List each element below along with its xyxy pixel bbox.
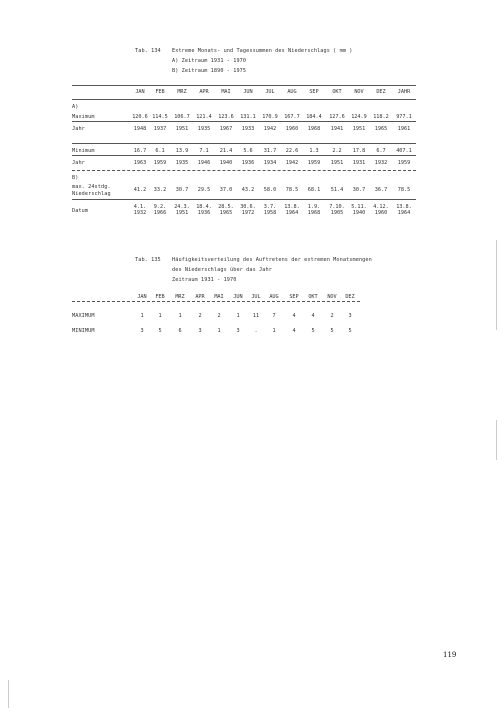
date-year-cell: 1905 [330,210,344,216]
table-cell: 3 [236,328,240,334]
table-cell: 407.1 [396,148,412,154]
table-cell: 33.2 [153,187,167,193]
table-cell: 1948 [133,126,147,132]
table-cell: . [254,328,258,334]
table-cell: 1961 [397,126,411,132]
table-cell: 6.1 [155,148,165,154]
table-cell: 1951 [175,126,189,132]
table-cell: 58.0 [263,187,277,193]
table-135-title-3: Zeitraum 1931 - 1970 [172,277,237,283]
table-cell: 5 [348,328,352,334]
date-day-cell: 4.12. [373,204,389,210]
column-header: JUN [233,294,243,300]
table-cell: 4 [292,313,296,319]
row-label: MAXIMUM [72,313,95,319]
column-header: AUG [287,89,297,95]
table-cell: 2 [217,313,221,319]
table-cell: 167.7 [284,114,300,120]
date-year-cell: 1964 [285,210,299,216]
table-cell: 3 [198,328,202,334]
date-year-cell: 1936 [197,210,211,216]
table-cell: 1965 [374,126,388,132]
table-cell: 1951 [330,160,344,166]
table-134-title: Extreme Monats- und Tagessummen des Niederschlags ( mm ) [172,48,353,54]
date-day-cell: 1.9. [307,204,321,210]
table-cell: 977.1 [396,114,412,120]
table-cell: 118.2 [373,114,389,120]
table-cell: 31.7 [263,148,277,154]
row-label: Jahr [72,160,85,166]
table-cell: 43.2 [241,187,255,193]
date-day-cell: 3.7. [263,204,277,210]
date-year-cell: 1951 [175,210,189,216]
table-cell: 106.7 [174,114,190,120]
date-day-cell: 30.6. [240,204,256,210]
table-134-header-rule [72,99,416,100]
table-134-row-rule [72,155,416,156]
table-134-rule [72,199,416,200]
table-cell: 1934 [263,160,277,166]
table-cell: 7 [272,313,276,319]
date-day-cell: 7.10. [329,204,345,210]
column-header: APR [195,294,205,300]
table-cell: 13.9 [175,148,189,154]
table-cell: 1 [140,313,144,319]
table-cell: 1959 [307,160,321,166]
table-cell: 1941 [330,126,344,132]
table-cell: 41.2 [133,187,147,193]
column-header: JUL [251,294,261,300]
table-cell: 1.3 [309,148,319,154]
table-cell: 30.7 [175,187,189,193]
column-header: SEP [289,294,299,300]
table-134-period-a: A) Zeitraum 1931 - 1970 [172,58,247,64]
table-cell: 131.1 [240,114,256,120]
table-135-caption: Tab. 135 [135,257,161,263]
table-135-header-rule [72,301,360,302]
table-cell: 121.4 [196,114,212,120]
table-cell: 3 [140,328,144,334]
table-134-period-b: B) Zeitraum 1890 - 1975 [172,68,247,74]
table-cell: 22.6 [285,148,299,154]
column-header: JUN [243,89,253,95]
table-cell: 1942 [285,160,299,166]
table-cell: 1936 [241,160,255,166]
table-cell: 2.2 [332,148,342,154]
date-year-cell: 1940 [352,210,366,216]
date-day-cell: 9.2. [153,204,167,210]
table-cell: 1937 [153,126,167,132]
table-cell: 170.9 [262,114,278,120]
table-cell: 1932 [374,160,388,166]
column-header: MAI [221,89,231,95]
column-header: OKT [308,294,318,300]
table-cell: 1 [178,313,182,319]
table-cell: 29.5 [197,187,211,193]
date-year-cell: 1968 [307,210,321,216]
column-header: APR [199,89,209,95]
column-header: MAI [214,294,224,300]
table-cell: 3 [348,313,352,319]
row-label: MINIMUM [72,328,95,334]
table-cell: 1933 [241,126,255,132]
column-header: MRZ [175,294,185,300]
row-label-datum: Datum [72,208,89,214]
date-year-cell: 1972 [241,210,255,216]
date-day-cell: 28.5. [218,204,234,210]
table-cell: 127.6 [329,114,345,120]
table-cell: 78.5 [285,187,299,193]
table-cell: 184.4 [306,114,322,120]
column-header: NOV [354,89,364,95]
date-year-cell: 1966 [153,210,167,216]
row-label: Jahr [72,126,85,132]
table-cell: 78.5 [397,187,411,193]
table-134-row-rule [72,121,416,122]
table-cell: 11 [252,313,260,319]
table-cell: 68.1 [307,187,321,193]
table-cell: 1931 [352,160,366,166]
column-header: JAN [137,294,147,300]
table-cell: 5 [330,328,334,334]
column-header: NOV [327,294,337,300]
date-day-cell: 13.8. [396,204,412,210]
table-134-row-rule [72,143,416,144]
date-day-cell: 13.8. [284,204,300,210]
table-cell: 6 [178,328,182,334]
table-cell: 37.0 [219,187,233,193]
table-cell: 1946 [197,160,211,166]
table-cell: 1959 [153,160,167,166]
table-cell: 16.7 [133,148,147,154]
table-cell: 17.8 [352,148,366,154]
table-cell: 114.5 [152,114,168,120]
column-header: AUG [269,294,279,300]
column-header: MRZ [177,89,187,95]
table-134-section-b: B) [72,175,79,181]
row-label-max24-line1: max. 24stdg. [72,184,111,190]
table-134-section-rule [72,170,416,171]
page-edge-mark [496,420,497,460]
table-cell: 30.7 [352,187,366,193]
table-134-section-a: A) [72,104,79,110]
column-header: SEP [309,89,319,95]
table-cell: 1935 [175,160,189,166]
table-cell: 6.7 [376,148,386,154]
table-cell: 1935 [197,126,211,132]
row-label-max24-line2: Niederschlag [72,191,111,197]
date-day-cell: 18.4. [196,204,212,210]
table-cell: 1951 [352,126,366,132]
row-label: Maximum [72,114,95,120]
page-edge-mark [496,240,497,330]
table-cell: 1942 [263,126,277,132]
table-cell: 1 [236,313,240,319]
table-cell: 4 [292,328,296,334]
table-cell: 36.7 [374,187,388,193]
table-cell: 1968 [307,126,321,132]
table-cell: 1963 [133,160,147,166]
table-134-top-rule [72,85,416,86]
date-year-cell: 1960 [374,210,388,216]
table-cell: 2 [330,313,334,319]
date-year-cell: 1964 [397,210,411,216]
date-day-cell: 24.3. [174,204,190,210]
row-label: Minimum [72,148,95,154]
table-cell: 5.6 [243,148,253,154]
column-header: JAN [135,89,145,95]
table-134-caption: Tab. 134 [135,48,161,54]
table-cell: 1 [217,328,221,334]
table-135-title-2: des Niederschlags über das Jahr [172,267,272,273]
table-cell: 5 [311,328,315,334]
table-cell: 1 [158,313,162,319]
table-cell: 1 [272,328,276,334]
table-135-title-1: Häufigkeitsverteilung des Auftretens der extremen Monatsmengen [172,257,372,263]
column-header: DEZ [345,294,355,300]
date-day-cell: 5.11. [351,204,367,210]
date-year-cell: 1932 [133,210,147,216]
column-header: DEZ [376,89,386,95]
table-cell: 51.4 [330,187,344,193]
column-header: FEB [155,294,165,300]
page-edge-mark [8,680,9,708]
column-header: OKT [332,89,342,95]
table-cell: 7.1 [199,148,209,154]
table-cell: 2 [198,313,202,319]
date-day-cell: 4.1. [133,204,147,210]
date-year-cell: 1965 [219,210,233,216]
page-number: 119 [443,651,457,659]
table-cell: 4 [311,313,315,319]
table-cell: 124.9 [351,114,367,120]
table-cell: 1959 [397,160,411,166]
table-cell: 1960 [285,126,299,132]
table-cell: 123.6 [218,114,234,120]
column-header: JAHR [397,89,411,95]
table-cell: 1940 [219,160,233,166]
table-cell: 21.4 [219,148,233,154]
column-header: FEB [155,89,165,95]
table-cell: 5 [158,328,162,334]
table-cell: 120.6 [132,114,148,120]
table-cell: 1967 [219,126,233,132]
column-header: JUL [265,89,275,95]
date-year-cell: 1958 [263,210,277,216]
